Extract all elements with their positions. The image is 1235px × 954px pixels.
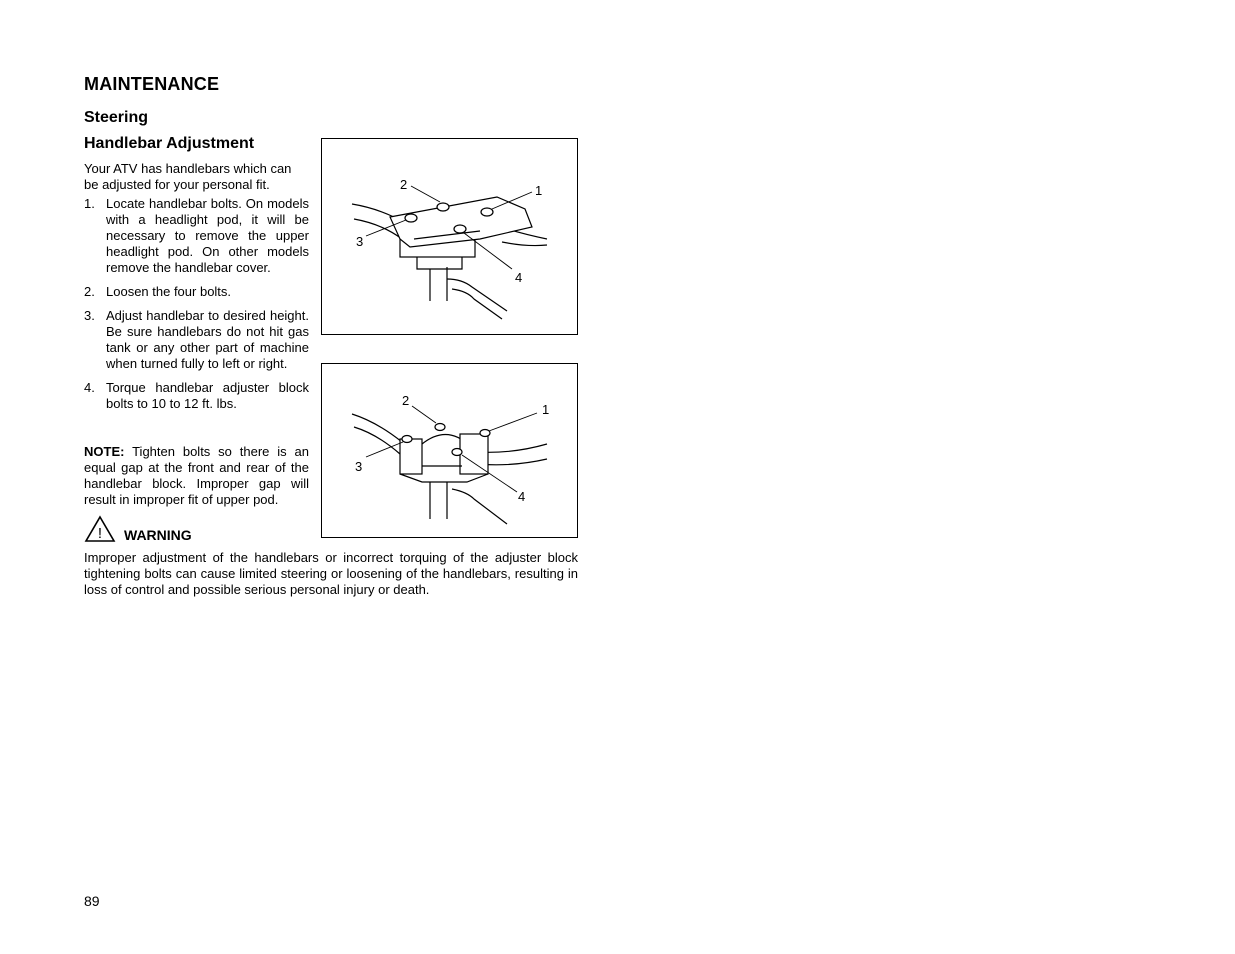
handlebar-blocks-illustration	[322, 364, 577, 537]
step-number: 2.	[84, 284, 95, 299]
callout-3: 3	[355, 459, 363, 474]
callout-1: 1	[535, 183, 543, 198]
callout-4: 4	[515, 270, 523, 285]
callout-3: 3	[356, 234, 364, 249]
step-text: Locate handlebar bolts. On models with a headlight pod, it will be necessary to remove the upper headlight pod. On other models remove the handlebar cover.	[106, 196, 309, 275]
list-item	[84, 196, 309, 276]
step-number: 4.	[84, 380, 95, 395]
step-text: Torque handlebar adjuster block bolts to 10 to 12 ft. lbs.	[106, 380, 309, 411]
subsection-title: Steering	[84, 109, 149, 126]
list-item	[84, 284, 309, 300]
handlebar-plate-illustration	[322, 139, 577, 334]
figure-handlebar-with-plate	[321, 138, 578, 335]
warning-heading	[84, 515, 192, 543]
warning-symbol: !	[97, 525, 103, 542]
intro-paragraph: Your ATV has handlebars which can be adjusted for your personal fit.	[84, 161, 292, 192]
callout-2: 2	[402, 393, 410, 408]
list-item	[84, 308, 309, 372]
step-text: Adjust handlebar to desired height. Be sure handlebars do not hit gas tank or any other part of machine when turned fully to left or right.	[106, 308, 309, 371]
figure-handlebar-blocks	[321, 363, 578, 538]
note-paragraph	[84, 444, 309, 508]
warning-text: Improper adjustment of the handlebars or incorrect torquing of the adjuster block tightening bolts can cause limited steering or loosening of the handlebars, resulting in loss of control and possible serious personal injury or death.	[84, 550, 578, 597]
steps-list	[84, 196, 309, 420]
callout-2: 2	[400, 177, 408, 192]
note-text: Tighten bolts so there is an equal gap at the front and rear of the handlebar block. Improper gap will result in improper fit of upper pod.	[84, 444, 309, 507]
step-number: 3.	[84, 308, 95, 323]
step-number: 1.	[84, 196, 95, 211]
callout-4: 4	[518, 489, 526, 504]
list-item	[84, 380, 309, 412]
warning-label: WARNING	[124, 527, 192, 543]
topic-title: Handlebar Adjustment	[84, 135, 255, 152]
page-number: 89	[84, 893, 100, 909]
step-text: Loosen the four bolts.	[106, 284, 232, 299]
section-title: MAINTENANCE	[84, 74, 220, 94]
callout-1: 1	[542, 402, 550, 417]
note-label: NOTE:	[84, 444, 125, 459]
warning-triangle-icon	[84, 515, 116, 543]
